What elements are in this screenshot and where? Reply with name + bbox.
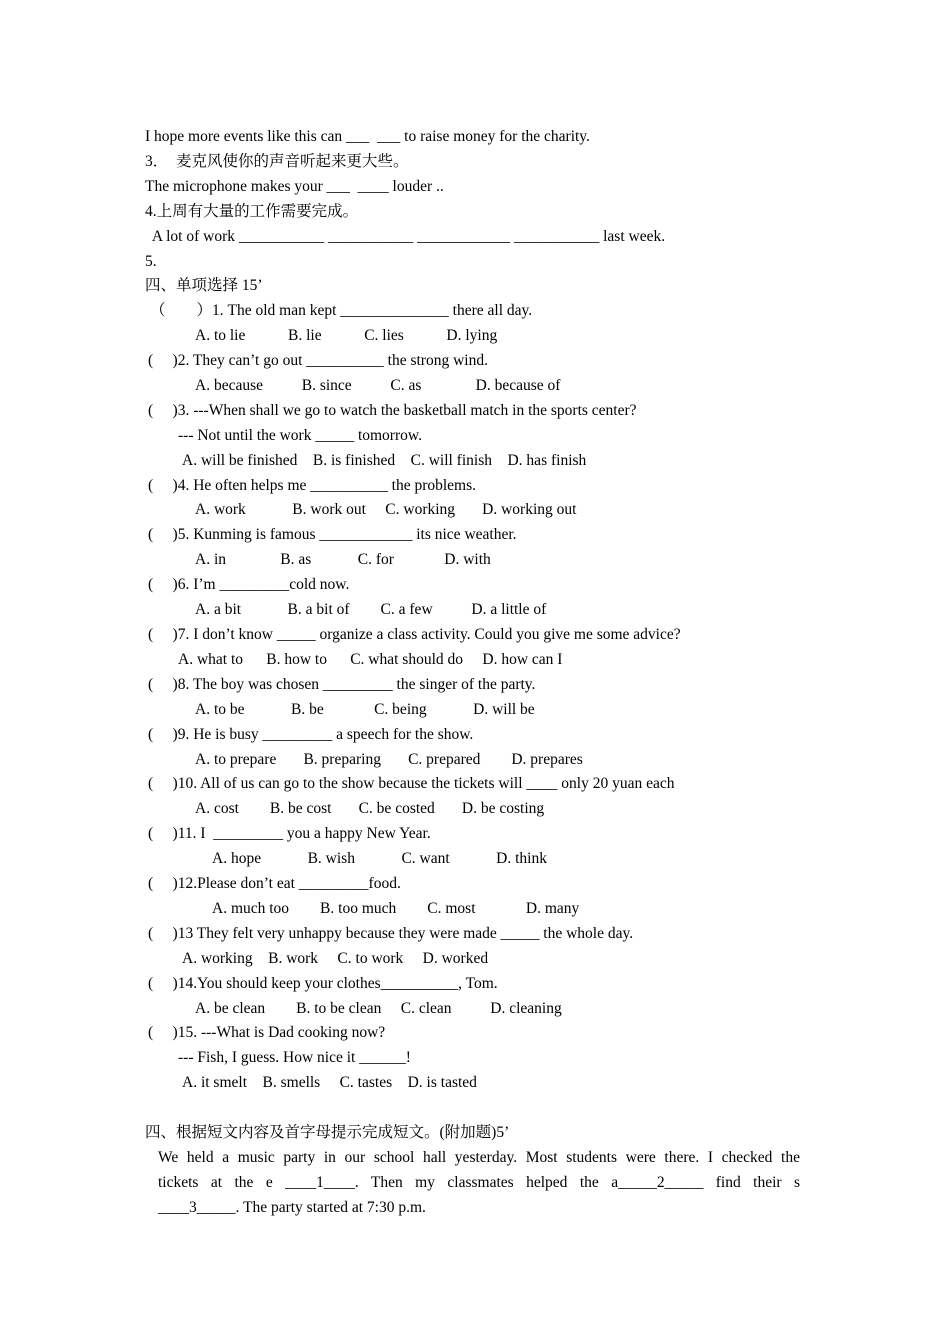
- question-stem: 15. ---What is Dad cooking now?: [177, 1024, 386, 1041]
- answer-bracket[interactable]: ( ): [148, 626, 178, 643]
- question-stem: 13 They felt very unhappy because they were made _____ the whole day.: [177, 925, 634, 942]
- answer-bracket[interactable]: ( ): [148, 925, 178, 942]
- translation-line: I hope more events like this can ___ ___ to raise money for the charity.: [145, 128, 590, 145]
- question-options: A. to be B. be C. being D. will be: [195, 701, 535, 718]
- translation-line: The microphone makes your ___ ____ louder ..: [145, 178, 444, 195]
- question-row: [148, 625, 681, 645]
- question-stem: 2. They can’t go out __________ the strong wind.: [177, 352, 488, 369]
- answer-bracket[interactable]: （ ）: [150, 302, 213, 319]
- question-options: A. be clean B. to be clean C. clean D. cleaning: [195, 1000, 562, 1017]
- question-stem: 9. He is busy _________ a speech for the show.: [177, 726, 474, 743]
- answer-bracket[interactable]: ( ): [148, 352, 178, 369]
- question-options: A. working B. work C. to work D. worked: [182, 950, 489, 967]
- answer-bracket[interactable]: ( ): [148, 875, 178, 892]
- question-row: [148, 476, 476, 496]
- question-options: A. to lie B. lie C. lies D. lying: [195, 327, 498, 344]
- question-stem: 1. The old man kept ______________ there all day.: [212, 302, 533, 319]
- question-row: [148, 874, 401, 894]
- question-stem: 3. ---When shall we go to watch the basketball match in the sports center?: [177, 402, 637, 419]
- question-stem-continued: --- Fish, I guess. How nice it ______!: [178, 1049, 411, 1066]
- question-row: [148, 675, 535, 695]
- answer-bracket[interactable]: ( ): [148, 975, 178, 992]
- question-stem: 12.Please don’t eat _________food.: [177, 875, 401, 892]
- question-options: A. hope B. wish C. want D. think: [212, 850, 547, 867]
- question-row: [148, 924, 633, 944]
- question-options: A. because B. since C. as D. because of: [195, 377, 561, 394]
- answer-bracket[interactable]: ( ): [148, 1024, 178, 1041]
- question-options: A. will be finished B. is finished C. will finish D. has finish: [182, 452, 587, 469]
- answer-bracket[interactable]: ( ): [148, 576, 178, 593]
- question-row: [148, 351, 488, 371]
- question-stem: 7. I don’t know _____ organize a class activity. Could you give me some advice?: [177, 626, 681, 643]
- question-stem: 4. He often helps me __________ the problems.: [177, 477, 477, 494]
- answer-bracket[interactable]: ( ): [148, 825, 178, 842]
- section-title: 四、单项选择 15’: [145, 277, 263, 294]
- question-options: A. what to B. how to C. what should do D. how can I: [178, 651, 563, 668]
- question-options: A. a bit B. a bit of C. a few D. a little of: [195, 601, 547, 618]
- answer-bracket[interactable]: ( ): [148, 526, 178, 543]
- passage-line: We held a music party in our school hall yesterday. Most students were there. I checked the: [158, 1149, 800, 1166]
- question-row: [148, 974, 498, 994]
- translation-line: 5.: [145, 253, 157, 270]
- answer-bracket[interactable]: ( ): [148, 402, 178, 419]
- question-stem: 6. I’m _________cold now.: [177, 576, 350, 593]
- question-stem: 8. The boy was chosen _________ the singer of the party.: [177, 676, 536, 693]
- question-row: [148, 401, 637, 421]
- question-row: [148, 525, 517, 545]
- question-options: A. work B. work out C. working D. working out: [195, 501, 577, 518]
- question-row: [148, 774, 674, 794]
- passage-line: ____3_____. The party started at 7:30 p.m.: [158, 1199, 426, 1216]
- answer-bracket[interactable]: ( ): [148, 676, 178, 693]
- question-row: [148, 824, 431, 844]
- translation-line: A lot of work ___________ ___________ ____________ ___________ last week.: [145, 228, 666, 245]
- question-row: [148, 725, 473, 745]
- question-options: A. it smelt B. smells C. tastes D. is tasted: [182, 1074, 477, 1091]
- passage-line: tickets at the e ____1____. Then my classmates helped the a_____2_____ find their s: [158, 1174, 800, 1191]
- translation-line: 4.上周有大量的工作需要完成。: [145, 203, 359, 220]
- question-stem: 10. All of us can go to the show because the tickets will ____ only 20 yuan each: [177, 775, 675, 792]
- answer-bracket[interactable]: ( ): [148, 726, 178, 743]
- question-options: A. much too B. too much C. most D. many: [212, 900, 580, 917]
- question-stem: 14.You should keep your clothes__________, Tom.: [177, 975, 498, 992]
- question-row: [148, 575, 349, 595]
- section-title: 四、根据短文内容及首字母提示完成短文。(附加题)5’: [145, 1124, 510, 1141]
- question-options: A. to prepare B. preparing C. prepared D. prepares: [195, 751, 583, 768]
- answer-bracket[interactable]: ( ): [148, 477, 178, 494]
- question-stem: 11. I _________ you a happy New Year.: [177, 825, 431, 842]
- question-options: A. cost B. be cost C. be costed D. be costing: [195, 800, 545, 817]
- translation-line: 3． 麦克风使你的声音听起来更大些。: [145, 153, 409, 170]
- answer-bracket[interactable]: ( ): [148, 775, 178, 792]
- question-row: [148, 1023, 385, 1043]
- question-stem-continued: --- Not until the work _____ tomorrow.: [178, 427, 422, 444]
- question-options: A. in B. as C. for D. with: [195, 551, 491, 568]
- question-stem: 5. Kunming is famous ____________ its nice weather.: [177, 526, 517, 543]
- question-row: [150, 301, 532, 321]
